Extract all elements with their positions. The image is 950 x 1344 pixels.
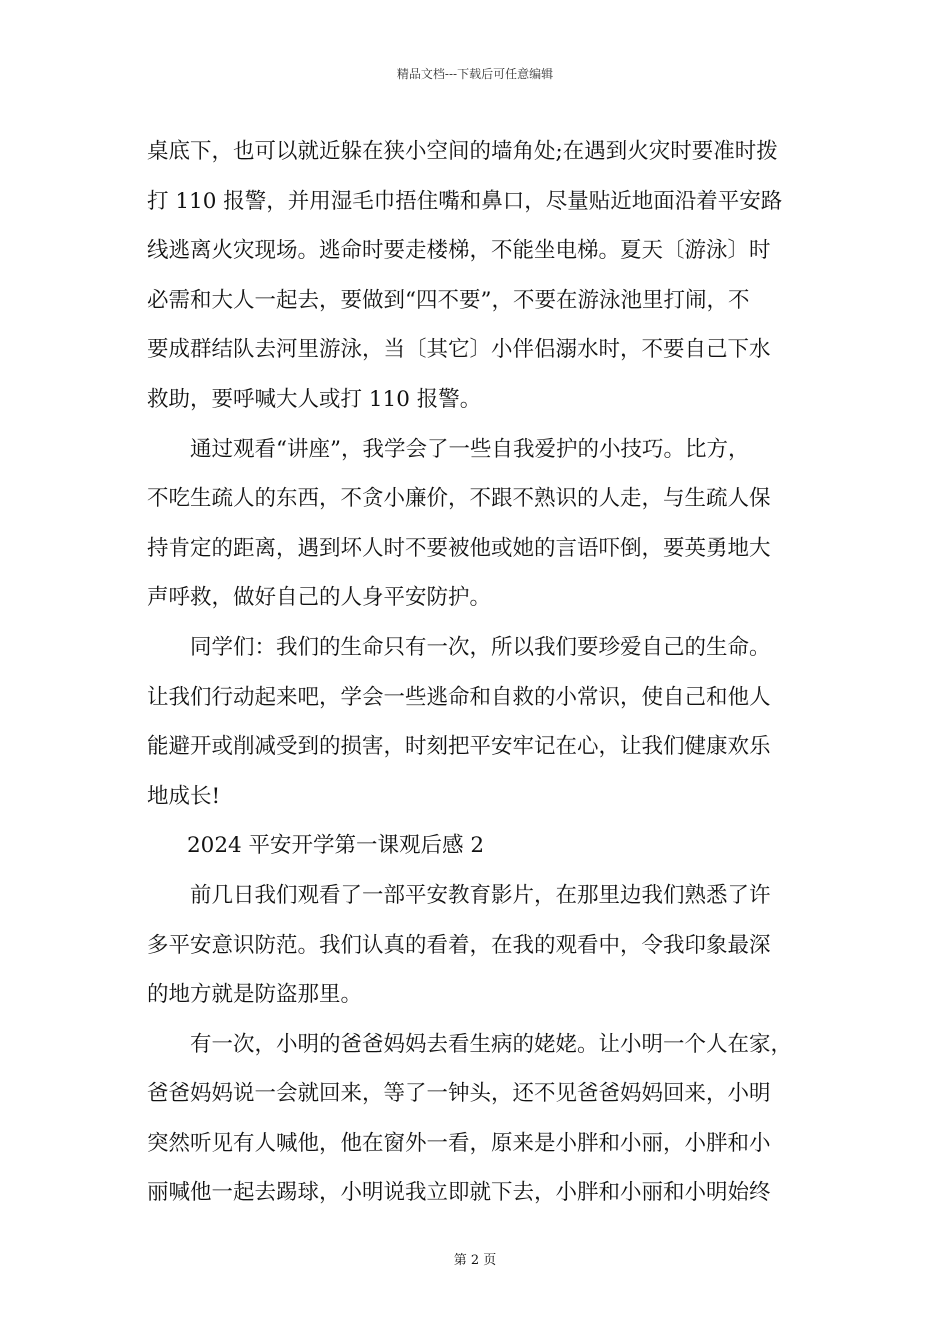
paragraph-continuation bbox=[147, 127, 827, 425]
page-header bbox=[0, 66, 950, 82]
text-line: 有一次，小明的爸爸妈妈去看生病的姥姥。让小明一个人在家， bbox=[190, 1031, 793, 1057]
paragraph-story bbox=[147, 1020, 827, 1218]
text-line: 声呼救，做好自己的人身平安防护。 bbox=[147, 585, 492, 611]
text-line: 突然听见有人喊他，他在窗外一看，原来是小胖和小丽，小胖和小 bbox=[147, 1130, 771, 1156]
text-line: 桌底下，也可以就近躲在狭小空间的墙角处;在遇到火灾时要准时拨 bbox=[147, 139, 778, 164]
text-line: 救助，要呼喊大人或打 110 报警。 bbox=[147, 386, 482, 412]
text-line: 地成长! bbox=[147, 783, 221, 809]
text-line: 丽喊他一起去踢球，小明说我立即就下去，小胖和小丽和小明始终 bbox=[147, 1180, 771, 1206]
section-heading bbox=[147, 821, 827, 871]
text-line: 前几日我们观看了一部平安教育影片，在那里边我们熟悉了许 bbox=[190, 882, 771, 908]
text-line: 通过观看“讲座”，我学会了一些自我爱护的小技巧。比方， bbox=[190, 436, 750, 462]
text-line: 必需和大人一起去，要做到“四不要”，不要在游泳池里打闹，不 bbox=[147, 287, 750, 313]
text-line: 线逃离火灾现场。逃命时要走楼梯，不能坐电梯。夏天〔游泳〕时 bbox=[147, 238, 771, 264]
header-text: 精品文档---下载后可任意编辑 bbox=[396, 67, 554, 81]
paragraph-classmates bbox=[147, 623, 827, 821]
text-line: 让我们行动起来吧，学会一些逃命和自救的小常识，使自己和他人 bbox=[147, 684, 771, 710]
heading-line: 2024 平安开学第一课观后感 2 bbox=[187, 833, 485, 859]
paragraph-self-protection bbox=[147, 425, 827, 623]
text-line: 同学们：我们的生命只有一次，所以我们要珍爱自己的生命。 bbox=[190, 634, 771, 660]
paragraph-film bbox=[147, 871, 827, 1020]
page-number: 第 2 页 bbox=[453, 1253, 497, 1268]
text-line: 打 110 报警，并用湿毛巾捂住嘴和鼻口，尽量贴近地面沿着平安路 bbox=[147, 188, 783, 214]
text-line: 爸爸妈妈说一会就回来，等了一钟头，还不见爸爸妈妈回来，小明 bbox=[147, 1081, 771, 1107]
page-footer bbox=[0, 1252, 950, 1270]
text-line: 要成群结队去河里游泳，当〔其它〕小伴侣溺水时，不要自己下水 bbox=[147, 337, 771, 363]
text-line: 多平安意识防范。我们认真的看着，在我的观看中，令我印象最深 bbox=[147, 932, 771, 958]
text-line: 持肯定的距离，遇到坏人时不要被他或她的言语吓倒，要英勇地大 bbox=[147, 535, 771, 561]
text-line: 不吃生疏人的东西，不贪小廉价，不跟不熟识的人走，与生疏人保 bbox=[147, 486, 771, 512]
document-body bbox=[147, 127, 827, 1218]
text-line: 能避开或削减受到的损害，时刻把平安牢记在心，让我们健康欢乐 bbox=[147, 734, 771, 760]
text-line: 的地方就是防盗那里。 bbox=[147, 982, 363, 1008]
